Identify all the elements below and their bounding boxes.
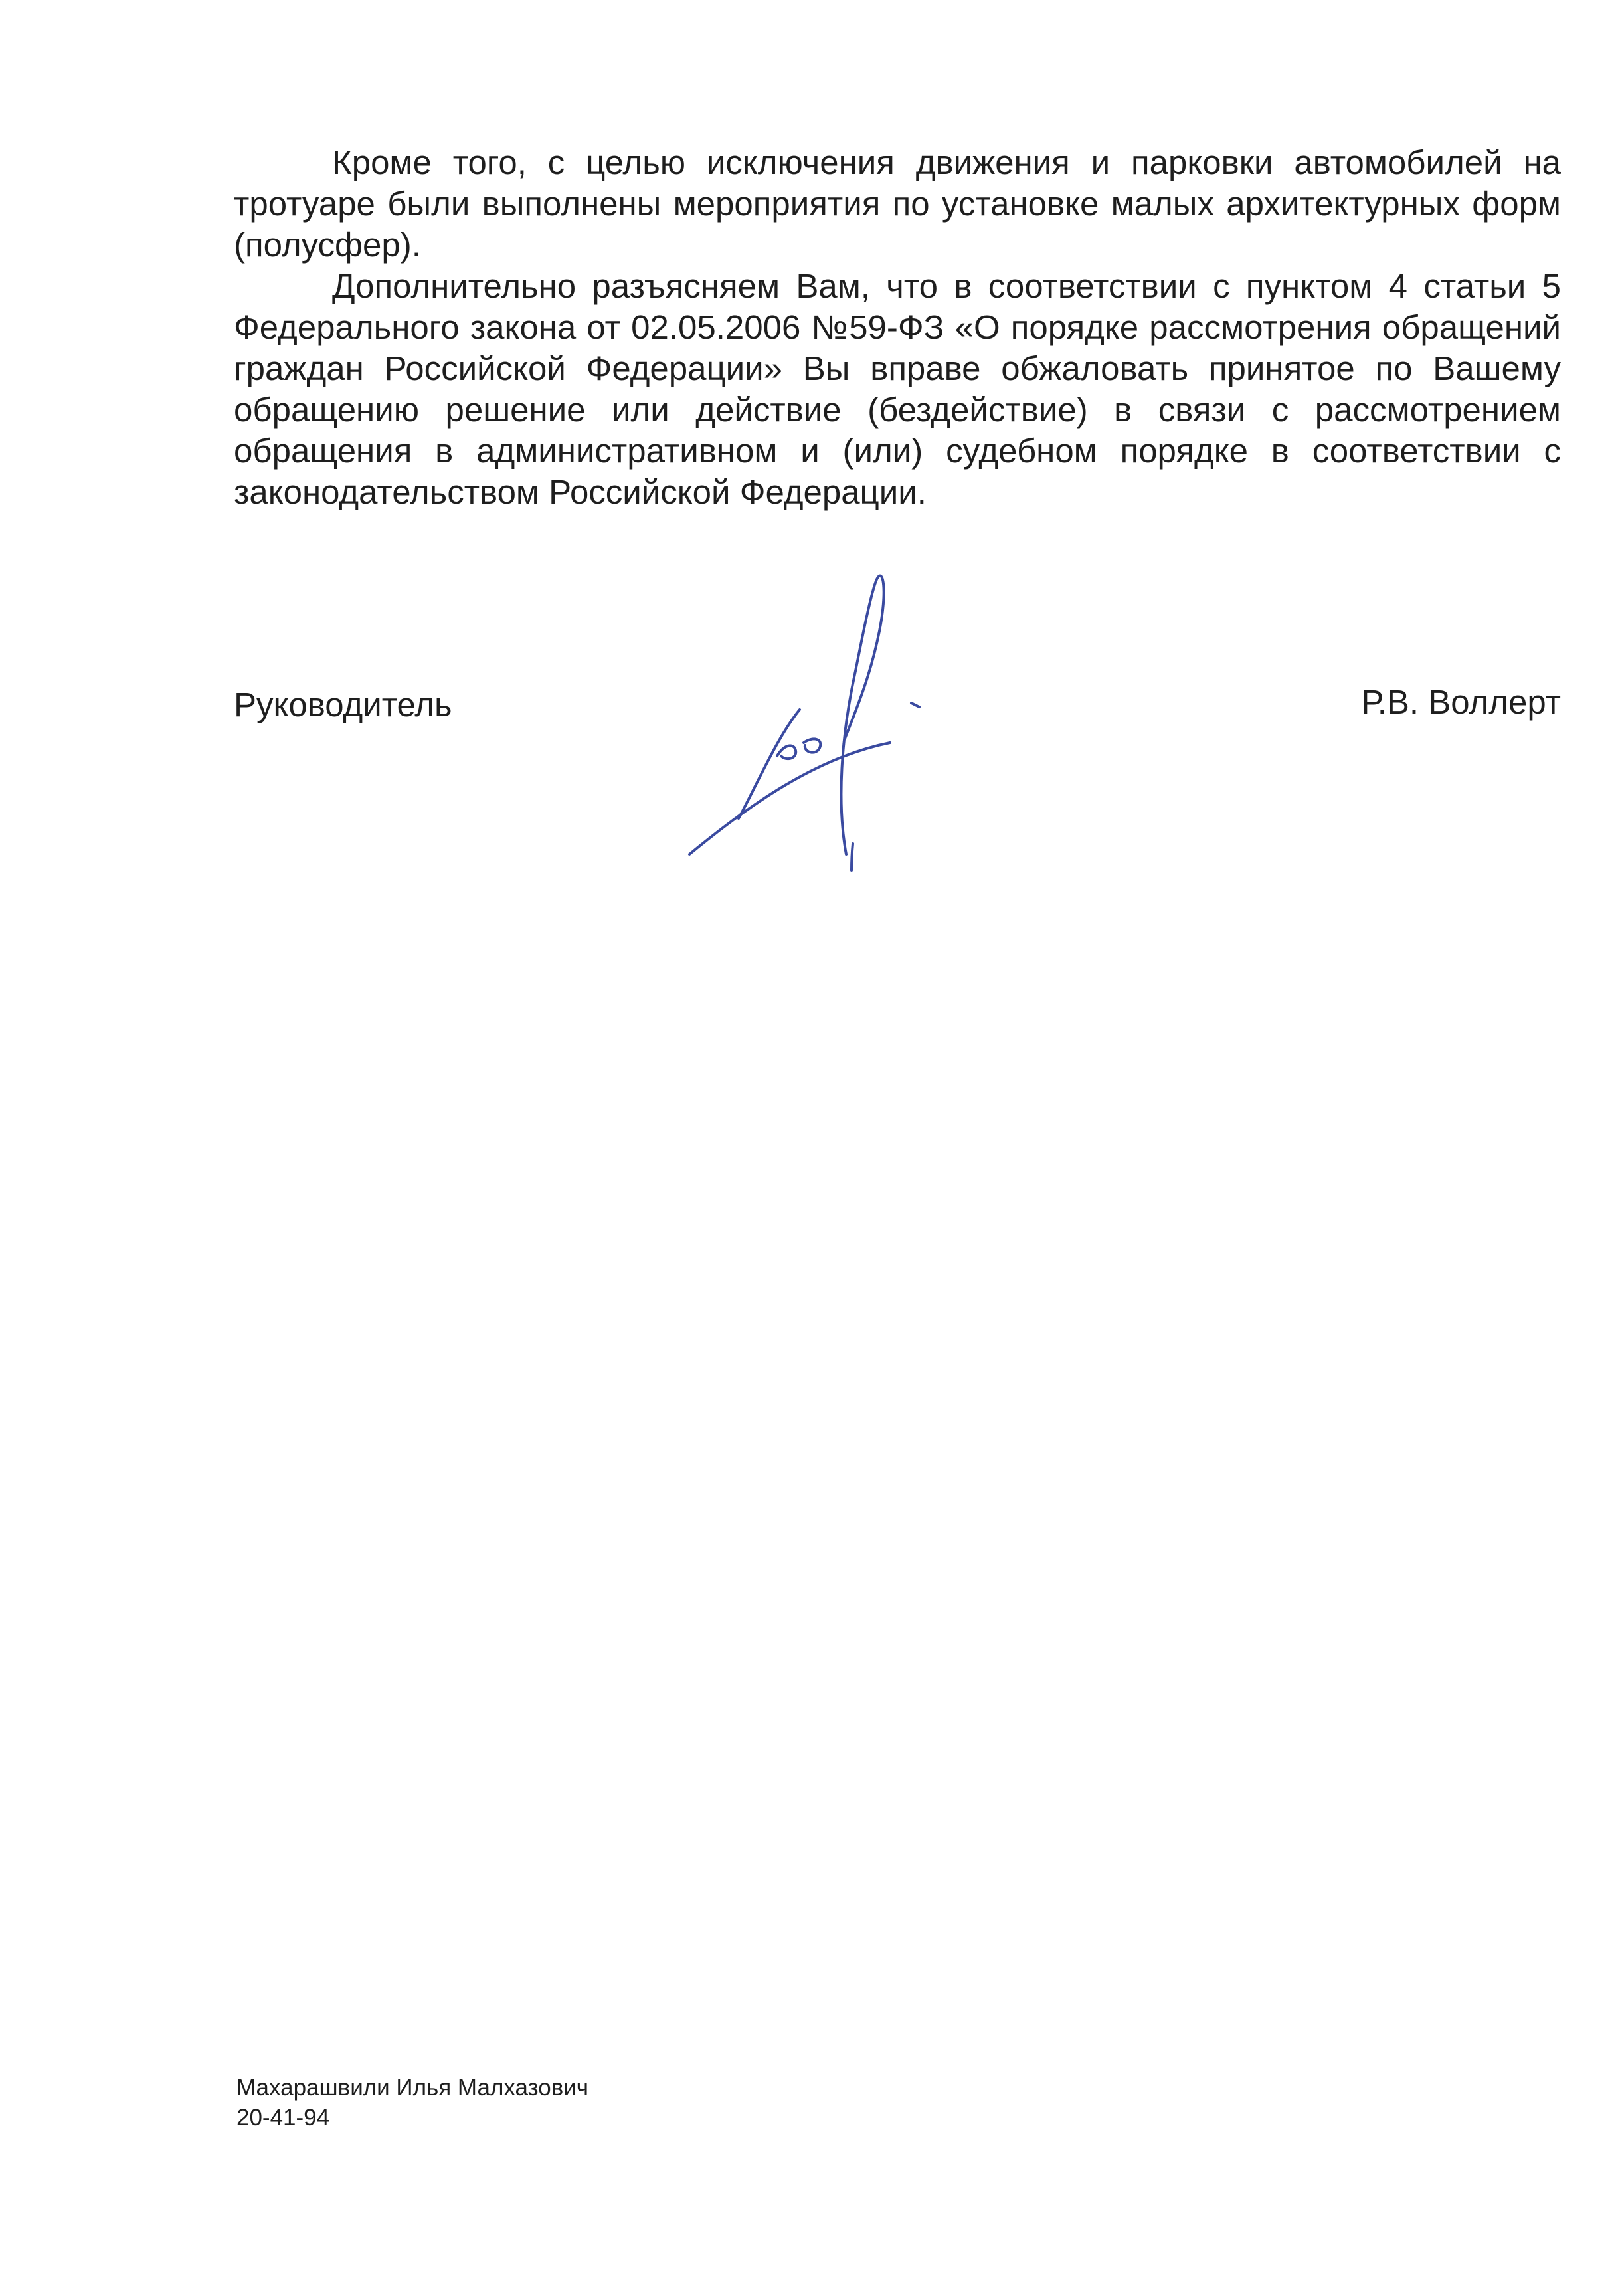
executor-info: [236, 2073, 588, 2133]
letter-body: [234, 142, 1561, 513]
paragraph-appeal-rights: Дополнительно разъясняем Вам, что в соответствии с пунктом 4 статьи 5 Федерального закона от 02.05.2006 №59-ФЗ «О порядке рассмотрения обращений граждан Российской Федерации» Вы вправе обжаловать принятое по Вашему обращению решение или действие (бездействие) в связи с рассмотрением обращения в административном и (или) судебном порядке в соответствии с законодательством Российской Федерации.: [234, 267, 1561, 511]
executor-phone: 20-41-94: [236, 2105, 330, 2131]
signatory-position: Руководитель: [234, 686, 452, 723]
paragraph-bollards: Кроме того, с целью исключения движения и парковки автомобилей на тротуаре были выполнены мероприятия по установке малых архитектурных форм (полусфер).: [234, 144, 1561, 264]
executor-name: Махарашвили Илья Малхазович: [236, 2075, 589, 2101]
signer-name: Р.В. Воллерт: [1361, 683, 1561, 721]
handwritten-signature: [677, 565, 956, 877]
